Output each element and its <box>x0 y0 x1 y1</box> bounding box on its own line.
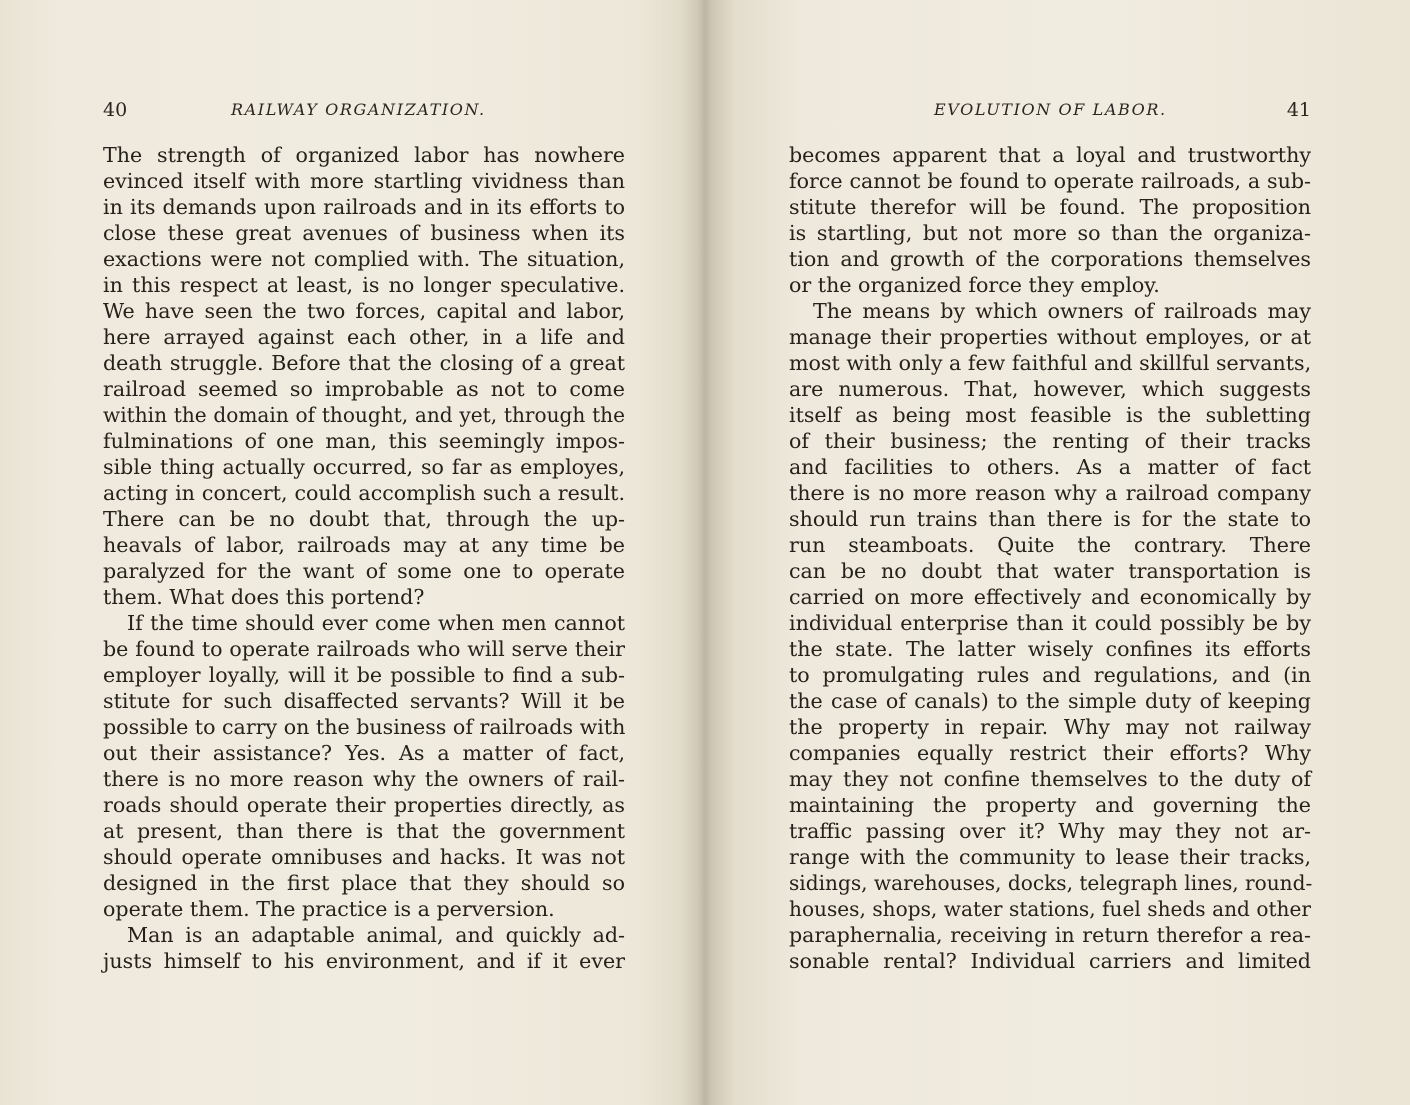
text-line: If the time should ever come when men cannot <box>127 611 625 635</box>
text-line: maintaining the property and governing the <box>789 793 1311 817</box>
running-title: RAILWAY ORGANIZATION. <box>231 100 486 119</box>
text-line: individual enterprise than it could possibly be by <box>789 611 1311 635</box>
text-line: should run trains than there is for the state to <box>789 507 1311 531</box>
text-line: there is no more reason why the owners of rail- <box>103 767 625 791</box>
text-line: force cannot be found to operate railroads, a sub- <box>789 169 1311 193</box>
text-line: The means by which owners of railroads may <box>813 299 1311 323</box>
text-line: roads should operate their properties directly, as <box>103 793 625 817</box>
text-line: We have seen the two forces, capital and labor, <box>103 299 625 323</box>
text-line: range with the community to lease their tracks, <box>789 845 1311 869</box>
text-line: operate them. The practice is a perversion. <box>103 897 555 921</box>
text-line: can be no doubt that water transportation is <box>789 559 1311 583</box>
text-line: in this respect at least, is no longer speculative. <box>103 273 625 297</box>
text-line: traffic passing over it? Why may they not ar- <box>789 819 1311 843</box>
left-page-body <box>103 142 625 974</box>
left-page-header <box>103 95 625 125</box>
text-line: within the domain of thought, and yet, through the <box>103 403 625 427</box>
text-line: exactions were not complied with. The situation, <box>103 247 625 271</box>
text-line: itself as being most feasible is the subletting <box>789 403 1311 427</box>
text-line: at present, than there is that the government <box>103 819 625 843</box>
text-line: sonable rental? Individual carriers and limited <box>789 949 1311 973</box>
text-line: the state. The latter wisely confines its efforts <box>789 637 1311 661</box>
text-line: in its demands upon railroads and in its efforts to <box>103 195 625 219</box>
text-line: manage their properties without employes, or at <box>789 325 1311 349</box>
text-line: paralyzed for the want of some one to operate <box>103 559 625 583</box>
text-line: sible thing actually occurred, so far as employes, <box>103 455 625 479</box>
right-page-header <box>789 95 1311 125</box>
text-line: designed in the first place that they should so <box>103 871 625 895</box>
text-line: of their business; the renting of their tracks <box>789 429 1311 453</box>
text-line: companies equally restrict their efforts? Why <box>789 741 1311 765</box>
text-line: The strength of organized labor has nowhere <box>103 143 625 167</box>
text-line: houses, shops, water stations, fuel sheds and other <box>789 897 1311 921</box>
text-line: to promulgating rules and regulations, and (in <box>789 663 1311 687</box>
text-line: tion and growth of the corporations themselves <box>789 247 1311 271</box>
text-line: justs himself to his environment, and if it ever <box>103 949 625 973</box>
text-line: close these great avenues of business when its <box>103 221 625 245</box>
text-line: should operate omnibuses and hacks. It was not <box>103 845 625 869</box>
text-line: them. What does this portend? <box>103 585 425 609</box>
text-line: sidings, warehouses, docks, telegraph lines, round- <box>789 871 1313 895</box>
text-line: the case of canals) to the simple duty of keeping <box>789 689 1311 713</box>
text-line: evinced itself with more startling vividness than <box>103 169 625 193</box>
page-number: 41 <box>1286 99 1311 121</box>
text-line: possible to carry on the business of railroads with <box>103 715 626 739</box>
text-line: run steamboats. Quite the contrary. There <box>789 533 1311 557</box>
right-page <box>705 0 1410 1105</box>
running-title: EVOLUTION OF LABOR. <box>934 100 1167 119</box>
right-page-body <box>789 142 1311 974</box>
text-line: stitute therefor will be found. The proposition <box>789 195 1311 219</box>
text-line: the property in repair. Why may not railway <box>789 715 1311 739</box>
text-line: heavals of labor, railroads may at any time be <box>103 533 625 557</box>
text-line: becomes apparent that a loyal and trustworthy <box>789 143 1311 167</box>
text-line: out their assistance? Yes. As a matter of fact, <box>103 741 625 765</box>
text-line: fulminations of one man, this seemingly impos- <box>103 429 625 453</box>
text-line: here arrayed against each other, in a life and <box>103 325 625 349</box>
text-line: are numerous. That, however, which suggests <box>789 377 1311 401</box>
text-line: is startling, but not more so than the organiza- <box>789 221 1311 245</box>
text-line: death struggle. Before that the closing of a great <box>103 351 625 375</box>
text-line: paraphernalia, receiving in return therefor a rea- <box>789 923 1311 947</box>
text-line: stitute for such disaffected servants? Will it be <box>103 689 625 713</box>
text-line: There can be no doubt that, through the up- <box>103 507 625 531</box>
text-line: there is no more reason why a railroad company <box>789 481 1311 505</box>
page-number: 40 <box>103 99 128 121</box>
text-line: employer loyally, will it be possible to find a sub- <box>103 663 625 687</box>
text-line: railroad seemed so improbable as not to come <box>103 377 625 401</box>
text-line: may they not confine themselves to the duty of <box>789 767 1311 791</box>
text-line: be found to operate railroads who will serve their <box>103 637 625 661</box>
text-line: or the organized force they employ. <box>789 273 1160 297</box>
text-line: and facilities to others. As a matter of fact <box>789 455 1311 479</box>
text-line: carried on more effectively and economically by <box>789 585 1311 609</box>
text-line: acting in concert, could accomplish such a result. <box>103 481 625 505</box>
text-line: Man is an adaptable animal, and quickly ad- <box>127 923 625 947</box>
text-line: most with only a few faithful and skillful servants, <box>789 351 1312 375</box>
